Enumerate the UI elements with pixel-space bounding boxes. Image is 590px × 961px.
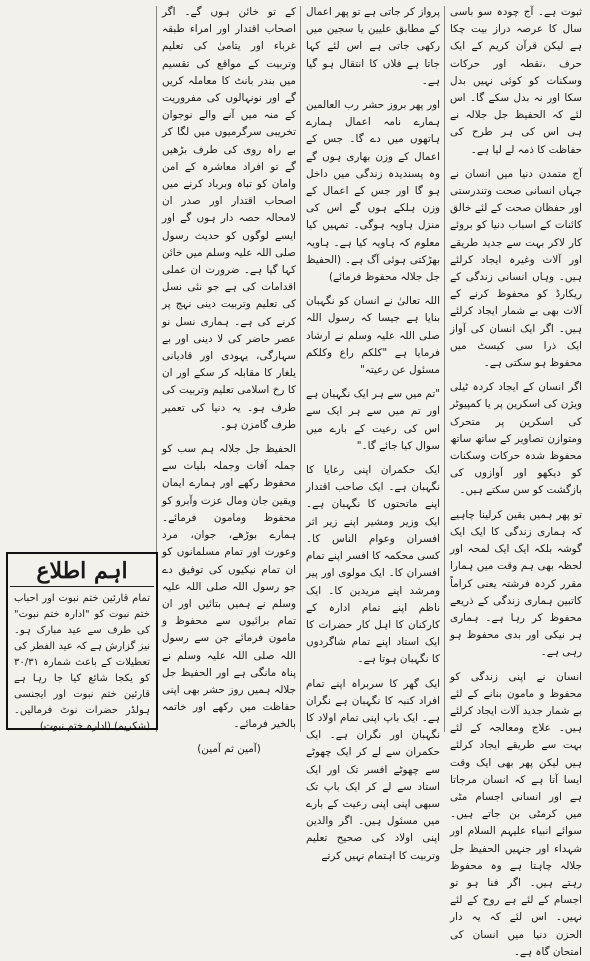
hadith-translation: "تم میں سے ہر ایک نگہبان ہے اور تم میں سے ہر ایک سے اس کی رعیت کے بارے میں سوال کیا جائے گا۔" — [306, 388, 440, 452]
paragraph: الحفیظ جل جلالہ ہم سب کو جملہ آفات وجملہ بلیات سے محفوظ رکھے اور ہمارے ایمان ویقین جان ومال عزت وآبرو کو محفوظ ومامون فرمائے۔ ہمارے بوڑھے، جوان، مرد وعورت اور تمام مسلمانوں کو ان تمام نیکیوں کی توفیق دے جو رسول اللہ صلی اللہ علیہ وسلم نے ہمیں بتائیں اور ان تمام برائیوں سے محفوظ و مامون فرمائے جن سے رسول اللہ صلی اللہ علیہ وسلم نے پناہ مانگی ہے اور الحفیظ جل جلالہ ہمیں روز حشر بھی اپنی حفاظت میں رکھے اور خاتمہ بالخیر فرمائے۔ — [162, 443, 296, 731]
hadith-quote: اللہ تعالیٰ نے انسان کو نگہبان بنایا ہے جیسا کہ رسول اللہ صلی اللہ علیہ وسلم نے ارشاد فرمایا ہے "کلکم راع وکلکم مسئول عن رعیتہ" — [306, 295, 440, 377]
paragraph: پرواز کر جاتی ہے تو پھر اعمال کے مطابق علیین یا سجین میں رکھی جاتی ہے اس لئے کہا جاتا ہے فلاں کا انتقال ہو گیا ہے۔ — [306, 6, 440, 87]
paragraph: اگر انسان کے ایجاد کردہ ٹیلی ویژن کی اسکرین پر یا کمپیوٹر کی اسکرین پر متحرک ومتوازن تصاویر کے ساتھ ساتھ محفوظ شدہ حرکات وسکنات کو دیکھو اور آوازوں کی بازگشت کو سن سکتے ہیں۔ — [450, 381, 582, 497]
notice-body: تمام قارئین ختم نبوت اور احباب ختم نبوت کو "ادارہ ختم نبوت" کی طرف سے عید مبارک ہو۔ نیز گزارش ہے کہ عید الفطر کی تعطیلات کے باعث شمارہ ۳۰/۳۱ کو یکجا شائع کیا جا رہا ہے قارئین ختم نبوت اور ایجنسی ہولڈر حضرات نوٹ فرمالیں۔ (شکریہ) (ادارہ ختم نبوت) — [14, 593, 150, 732]
text-column-3 — [162, 4, 296, 755]
paragraph: ایک حکمران اپنی رعایا کا نگہبان ہے۔ ایک صاحب اقتدار اپنے ماتحتوں کا نگہبان ہے۔ ایک وزیر ومشیر اپنے زیر اثر افسران وعوام الناس کا۔ کسی محکمہ کا افسر اپنے تمام افسران کا۔ ایک مولوی اور پیر ومرشد اپنے مریدین کا۔ ایک ناظم اپنے تمام ادارہ کے کارکنان کا اہل کار حضرات کا ایک استاد اپنے تمام شاگردوں کا نگہبان ہوتا ہے۔ — [306, 464, 440, 666]
paragraph: کے تو خائن ہوں گے۔ اگر اصحاب اقتدار اور امراء طبقہ غرباء اور یتامیٰ کی تعلیم وتربیت کے مواقع کی تقسیم میں بندر بانٹ کا معاملہ کریں گے اور نونہالوں کی مفروریت کے منہ میں آنے والے نوجوان تخریبی سرگرمیوں میں لگا کر بے راہ روی کی طرف بڑھیں گے تو افراد معاشرہ کے امن وامان کو تباہ وبرباد کرنے میں اصحاب اقتدار اور صدر ان لامحالہ حصہ دار ہوں گے اور ایسے لوگوں کو حدیث رسول صلی اللہ علیہ وسلم میں خائن کہا گیا ہے۔ ضرورت ان عملی اقدامات کی ہے جو نئی نسل کی تعلیم وتربیت دینی نہج پر کرنے کی ہے۔ ہماری نسل نو عصر حاضر کی لا دینی اور بے سہارگی، یہودی اور قادیانی یلغار کا مقابلہ کر سکے اور ان کا رخ اسلامی تعلیم وتربیت کی طرف ہو۔ یہ دنیا کی تعمیر طرف گامزن ہو۔ — [162, 6, 296, 431]
notice-title: اہم اطلاع — [10, 556, 154, 587]
text-column-1 — [450, 4, 582, 958]
text-column-2 — [306, 4, 440, 862]
paragraph: ثبوت ہے۔ آج چودہ سو باسی سال کا عرصہ دراز بیت چکا ہے لیکن قرآن کریم کے ایک حرف ،نقطہ اور حرکات وسکنات کو کوئی نہیں بدل سکا اور نہ بدل سکے گا۔ اس لئے کہ الحفیظ جل جلالہ نے ہی اس کی ہر طرح کی حفاظت کا ذمہ لے لیا ہے۔ — [450, 6, 582, 156]
column-divider — [444, 6, 445, 732]
important-notice-box — [6, 552, 158, 730]
paragraph: ایک گھر کا سربراہ اپنے تمام افراد کنبہ کا نگہبان ہے نگران ہے۔ ایک باپ اپنی تمام اولاد کا نگہبان اور نگران ہے۔ ایک حکمران سے لے کر ایک چھوٹے سے چھوٹے افسر تک اور ایک استاد سے لے کر ایک باپ تک سبھی اپنی اپنی رعیت کے بارے میں مسئول ہیں۔ اگر والدین اپنی اولاد کی صحیح تعلیم وتربیت کا اہتمام نہیں کرتے — [306, 677, 440, 862]
closing-prayer: (آمین ثم آمین) — [197, 742, 261, 755]
paragraph: تو پھر ہمیں یقین کرلینا چاہیے کہ ہماری زندگی کا ایک ایک گوشہ بلکہ ایک ایک لمحہ اور لحظہ بھی ہم وقت میں ہمارا مقرر کردہ فرشتہ یعنی کراماً کاتبین ہماری زندگی کے ذریعے محفوظ کر رہا ہے۔ ہماری ہر نیکی اور بدی محفوظ ہو رہی ہے۔ — [450, 508, 582, 659]
column-divider — [300, 6, 301, 732]
paragraph: آج متمدن دنیا میں انسان نے جہاں انسانی صحت وتندرستی اور حفظان صحت کے لئے خالق کائنات کے اسباب دنیا کو بروئے کار لاکر بہت سے جدید طریقے اور آلات وغیرہ ایجاد کرلئے ہیں۔ وہاں انسانی زندگی کے ریکارڈ کو محفوظ کرنے کے آلات بھی بے شمار ایجاد کرلئے ہیں۔ اگر ایک انسان کی آواز ایک ذرا سی کیسٹ میں محفوظ ہو سکتی ہے۔ — [450, 167, 582, 370]
paragraph: اور پھر بروز حشر رب العالمین ہمارے نامہ اعمال ہمارے ہاتھوں میں دے گا۔ جس کے اعمال کے وزن بھاری ہوں گے وہ پسندیدہ زندگی میں داخل ہو گا اور جس کے اعمال کے وزن ہلکے ہوں گے اس کی منزل ہاویہ ہوگی۔ تمہیں کیا معلوم کہ ہاویہ کیا ہے۔ ہاویہ بھڑکتی ہوئی آگ ہے۔ (الحفیظ جل جلالہ محفوظ فرمائے) — [306, 99, 440, 284]
paragraph: انسان نے اپنی زندگی کو محفوظ و مامون بنانے کے لئے بے شمار جدید آلات ایجاد کرلئے ہیں۔ علاج ومعالجہ کے لئے بہت سے طریقے ایجاد کرلئے ہیں لیکن پھر بھی ایک وقت ایسا آتا ہے کہ انسان مرجاتا ہے اور انسانی اجسام مٹی میں کرمٹی بن جاتے ہیں۔ سوائے انبیاء علیہم السلام اور شہداء اور جنہیں الحفیظ جل جلالہ چاہتا ہے وہ محفوظ رہتے ہیں۔ اگر فنا ہو تو اجسام کے لئے ہے روح کے لئے نہیں۔ اس لئے کہ یہ دار الحزن دنیا میں انسان کی امتحان گاہ ہے۔ — [450, 670, 582, 958]
